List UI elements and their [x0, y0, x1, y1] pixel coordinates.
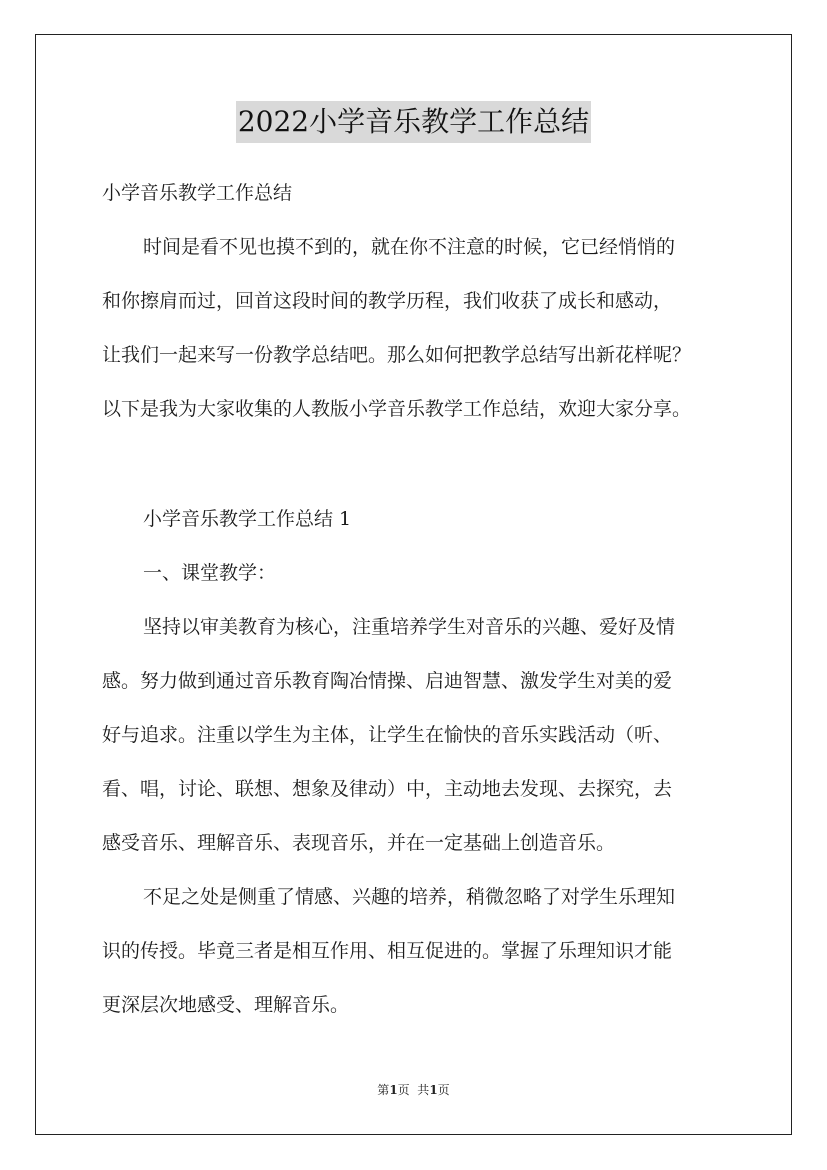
intro-line-2: 和你擦肩而过，回首这段时间的教学历程，我们收获了成长和感动， — [102, 290, 673, 312]
footer-page-number: 1 — [389, 1083, 398, 1097]
intro-line-3: 让我们一起来写一份教学总结吧。那么如何把教学总结写出新花样呢？ — [102, 344, 692, 366]
document-title: 2022小学音乐教学工作总结 — [236, 101, 591, 143]
footer-suffix: 页 — [437, 1083, 450, 1097]
footer-mid: 页 共 — [397, 1083, 430, 1097]
intro-line-4: 以下是我为大家收集的人教版小学音乐教学工作总结，欢迎大家分享。 — [102, 398, 692, 420]
body-line-6: 不足之处是侧重了情感、兴趣的培养，稍微忽略了对学生乐理知 — [143, 886, 676, 908]
subsection-heading: 一、课堂教学： — [143, 562, 277, 584]
intro-line-1: 时间是看不见也摸不到的，就在你不注意的时候，它已经悄悄的 — [143, 236, 676, 258]
body-line-1: 坚持以审美教育为核心，注重培养学生对音乐的兴趣、爱好及情 — [143, 616, 676, 638]
body-line-5: 感受音乐、理解音乐、表现音乐，并在一定基础上创造音乐。 — [102, 832, 616, 854]
title-container — [0, 101, 827, 143]
body-line-7: 识的传授。毕竟三者是相互作用、相互促进的。掌握了乐理知识才能 — [102, 940, 673, 962]
page-footer — [0, 1082, 827, 1098]
body-line-2: 感。努力做到通过音乐教育陶冶情操、启迪智慧、激发学生对美的爱 — [102, 670, 673, 692]
footer-total-pages: 1 — [429, 1083, 438, 1097]
body-line-4: 看、唱，讨论、联想、想象及律动）中，主动地去发现、去探究，去 — [102, 778, 673, 800]
body-line-3: 好与追求。注重以学生为主体，让学生在愉快的音乐实践活动（听、 — [102, 724, 673, 746]
footer-prefix: 第 — [377, 1083, 390, 1097]
section-heading: 小学音乐教学工作总结 1 — [143, 508, 352, 530]
body-line-8: 更深层次地感受、理解音乐。 — [102, 994, 350, 1016]
subtitle-line: 小学音乐教学工作总结 — [102, 182, 293, 204]
